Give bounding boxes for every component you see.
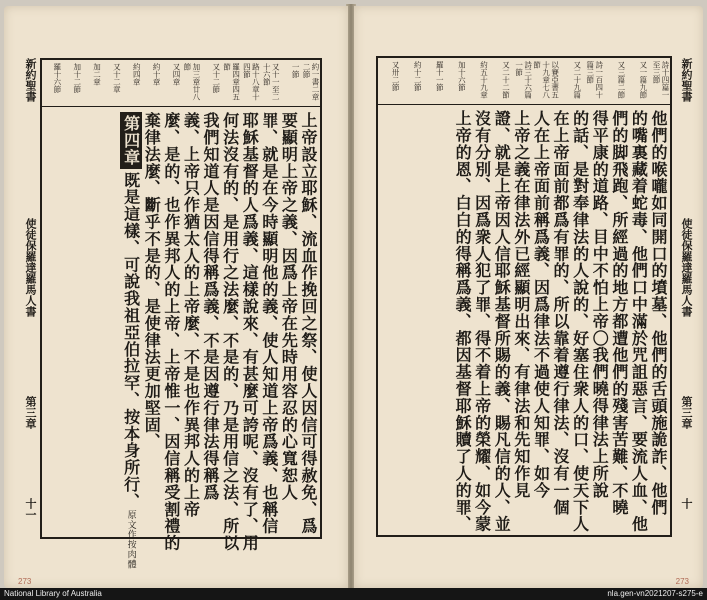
item-identifier: nla.gen-vn2021207-s275-e <box>607 589 703 598</box>
right-note: 詩十四篇一至三節 <box>652 61 670 99</box>
left-note: 約四章 <box>132 63 142 86</box>
left-corner-mark: 273 <box>18 577 32 586</box>
text-column: 義、上帝只作猶太人的上帝麼、不是也作異邦人的上帝 <box>181 112 201 518</box>
right-note: 約十二節 <box>413 61 423 91</box>
right-note: 又卅二節 <box>391 61 401 91</box>
left-note: 一節 <box>291 63 301 78</box>
text-column: 證、就是上帝因人信耶穌基督所賜的義、賜凡信的人、並 <box>492 110 512 533</box>
left-note: 又十二節 <box>211 63 221 93</box>
text-column: 的嘴裏藏着蛇毒、他們口中滿於咒詛惡言、要流人血、他 <box>629 110 649 533</box>
right-note: 羅十一節 <box>435 61 445 91</box>
library-footer-bar <box>0 588 707 600</box>
text-column: 要顯明上帝之義、因爲上帝在先時用容忍的心寬恕人 <box>279 112 299 501</box>
left-note: 又十二章 <box>112 63 122 93</box>
left-note: 羅十六節 <box>52 63 62 93</box>
right-page-margin <box>670 58 694 535</box>
right-note: 約五十九章 <box>479 61 489 99</box>
left-header-book: 使徒保羅達羅馬人書 <box>24 218 37 317</box>
chapter4-text: 既是這樣、可說我祖亞伯拉罕、按本身所行、 <box>121 171 141 510</box>
text-column: 上帝的恩、白白的得稱爲義、都因基督耶穌贖了人的罪、 <box>453 110 473 533</box>
text-column: 何法沒有的、是用行之法麼、不是的、乃是用信之法、所以 <box>220 112 240 552</box>
right-corner-mark: 273 <box>675 577 689 586</box>
left-header-title: 新約聖書 <box>24 58 37 102</box>
text-column: 沒有分別、因爲衆人犯了罪、得不着上帝的榮耀、如今蒙 <box>472 110 492 533</box>
chapter4-note: 原文作按肉體 <box>125 509 136 570</box>
text-column: 麼、是的、也作異邦人的上帝、上帝惟一、因信稱受割禮的 <box>161 112 181 552</box>
right-note: 詩三十六篇一節 <box>514 61 533 99</box>
right-body-text <box>378 106 670 535</box>
text-column: 耶穌基督的人爲義、這樣說來、有甚麼可誇呢、沒有了、用 <box>240 112 260 552</box>
right-page-number: 十 <box>680 498 693 509</box>
chapter4-column <box>120 112 142 570</box>
right-note: 又三篇二節 <box>616 61 626 99</box>
text-column: 上帝之義在律法外已經顯明出來、有律法和先知作見 <box>511 110 531 499</box>
left-note: 加十二節 <box>72 63 82 93</box>
left-notes-row <box>42 60 320 107</box>
right-note: 又一篇九節 <box>638 61 648 99</box>
text-column: 上帝設立耶穌、流血作挽回之祭、使人因信可得赦免、爲 <box>299 112 318 535</box>
right-note: 加十六節 <box>457 61 467 91</box>
left-note: 路十八章十四節 <box>242 63 261 101</box>
library-name: National Library of Australia <box>4 589 102 598</box>
text-column: 人在上帝面前稱爲義、因爲律法不過使人知罪、如今 <box>531 110 551 499</box>
right-note: 以賽亞書五十九章七八節 <box>532 61 560 99</box>
right-note: 詩一百四十篇三節 <box>585 61 604 99</box>
chapter4-heading: 第四章 <box>120 112 142 169</box>
left-page <box>4 6 348 588</box>
text-column: 棄律法麼、斷乎不是的、是使律法更加堅固、 <box>142 112 162 450</box>
right-header-title: 新約聖書 <box>680 58 693 102</box>
left-note: 加二章 <box>92 63 102 86</box>
right-page <box>354 6 703 588</box>
right-note: 又二十二節 <box>501 61 511 99</box>
right-chapter-label: 第三章 <box>680 396 693 429</box>
left-note: 羅四章四五節 <box>222 63 241 101</box>
text-column: 在上帝面前都爲有罪的、所以靠着遵行律法、沒有一個 <box>551 110 571 516</box>
text-column: 我們知道人是因信得稱爲義、不是因遵行律法得稱爲 <box>201 112 221 501</box>
left-note: 約一書二章二節 <box>302 63 320 101</box>
right-notes-row <box>378 58 670 105</box>
left-note: 又十一至二十六節 <box>262 63 281 101</box>
text-column: 他們的喉嚨如同開口的墳墓、他們的舌頭施詭詐、他們 <box>649 110 668 516</box>
right-note: 又二十九篇 <box>572 61 582 99</box>
text-column: 們的脚飛跑、所經過的地方都遭他們的殘害苦難、不曉 <box>609 110 629 516</box>
left-note: 又四章 <box>171 63 181 86</box>
left-note: 約十章 <box>152 63 162 86</box>
left-note: 加三章廿八節 <box>182 63 201 101</box>
text-column: 得平康的道路、目中不怕上帝〇我們曉得律法上所說 <box>590 110 610 499</box>
left-body-text <box>42 108 320 570</box>
left-text-frame <box>40 58 322 570</box>
left-page-number: 十一 <box>24 498 37 520</box>
right-text-frame <box>376 56 672 537</box>
left-chapter-label: 第三章 <box>24 396 37 429</box>
text-column: 的話、是對奉律法的人說的、好塞住衆人的口、使天下人 <box>570 110 590 533</box>
left-page-margin <box>14 58 38 535</box>
text-column: 罪、就是在今時顯明他的義、使人知道上帝爲義、也稱信 <box>259 112 279 535</box>
right-header-book: 使徒保羅達羅馬人書 <box>680 218 693 317</box>
